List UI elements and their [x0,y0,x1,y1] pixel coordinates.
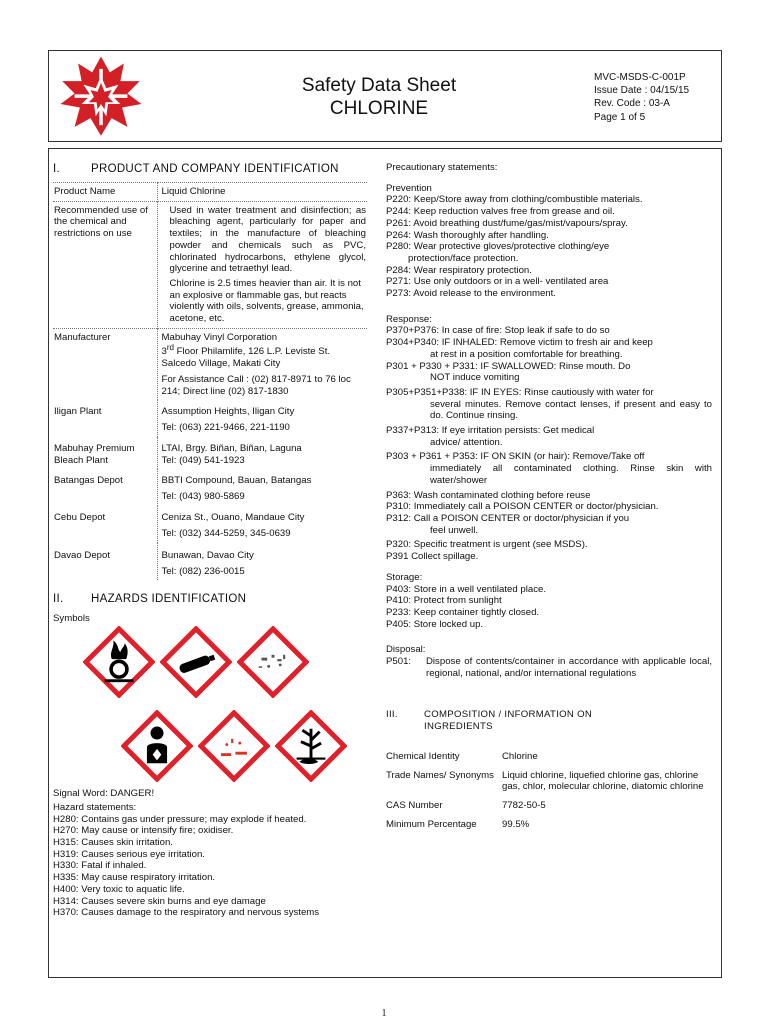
precaution-statement: P320: Specific treatment is urgent (see MSDS). [386,539,588,551]
hazard-statement: H330: Fatal if inhaled. [53,860,147,872]
hazard-statements-label: Hazard statements: [53,801,137,813]
precaution-statement: at rest in a position comfortable for breathing. [430,348,623,360]
issue-date: Issue Date : 04/15/15 [594,85,690,97]
document-header [48,50,722,142]
ghs-pictograms [53,626,367,788]
precaution-statement: P220: Keep/Store away from clothing/combustible materials. [386,194,643,206]
document-title [269,75,489,121]
precaution-statement: P273: Avoid release to the environment. [386,288,556,300]
precaution-statement: advice/ attention. [430,436,503,448]
precaution-statement: P264: Wash thoroughly after handling. [386,229,549,241]
hazard-statement: H314: Causes severe skin burns and eye damage [53,895,266,907]
exclamation-icon [198,710,270,782]
left-column [53,162,367,919]
disposal-statement: P501: Dispose of contents/container in accordance with applicable local, regional, national, and/or international regulations [386,656,712,679]
table-row: Recommended use of the chemical and restrictions on use Used in water treatment and disinfection; as bleaching agent, particularly for paper and textiles; in the manufacture of bleaching powder and chemicals such as PVC, chlorinated hydrocarbons, ethylene glycol, glycerine and tetraethyl lead. Chlorine is 2.5 times heavier than air. It is not an explosive or flammable gas, but reacts violently with oils, solvents, grease, ammonia, acetone, etc. [53,201,367,328]
precaution-statement: P284: Wear respiratory protection. [386,264,532,276]
symbols-label: Symbols [53,612,90,624]
use-paragraph-2: Chlorine is 2.5 times heavier than air. It is not an explosive or flammable gas, but reacts violently with oils, solvents, grease, ammonia, acetone, etc. [169,277,364,325]
disposal-label: Disposal: [386,644,426,656]
precaution-statement: P304+P340: IF INHALED: Remove victim to fresh air and keep [386,337,653,349]
precaution-statement: P233: Keep container tightly closed. [386,606,540,618]
precaution-statement: P312: Call a POISON CENTER or doctor/physician if you [386,512,630,524]
hazard-statement: H319: Causes serious eye irritation. [53,848,205,860]
prevention-label: Prevention [386,182,432,194]
signal-word: Signal Word: DANGER! [53,788,155,800]
precaution-statement: P261: Avoid breathing dust/fume/gas/mist/vapours/spray. [386,217,628,229]
precaution-statement: P363: Wash contaminated clothing before reuse [386,489,591,501]
doc-code: MVC-MSDS-C-001P [594,72,686,83]
hazard-statement: H335: May cause respiratory irritation. [53,872,216,884]
table-row: Davao Depot Bunawan, Davao City Tel: (082) 236-0015 [53,543,367,580]
precaution-statement: immediately all contaminated clothing. Rinse skin with water/shower [430,463,712,486]
product-company-table [53,182,367,580]
hazard-statement: H270: May cause or intensify fire; oxidiser. [53,825,234,837]
page-number: 1 [381,1008,387,1019]
gas-cylinder-icon [160,626,232,698]
title-line-2: CHLORINE [329,97,429,119]
precaution-statement: P305+P351+P338: IF IN EYES: Rinse cautiously with water for [386,386,654,398]
rev-code: Rev. Code : 03-A [594,98,670,110]
precaution-statement: P370+P376: In case of fire: Stop leak if safe to do so [386,325,610,337]
composition-table [386,751,712,838]
company-logo [57,53,145,141]
precaution-statement: feel unwell. [430,524,478,536]
use-paragraph-1: Used in water treatment and disinfection; as bleaching agent, particularly for paper and textiles; in the manufacture of bleaching powder and chemicals such as PVC, chlorinated hydrocarbons, ethylene glycol, glycerine and tetraethyl lead. [169,204,366,275]
precaution-statement: P410: Protect from sunlight [386,595,502,607]
table-row: Iligan Plant Assumption Heights, Iligan City Tel: (063) 221-9466, 221-1190 [53,400,367,436]
table-row: Manufacturer Mabuhay Vinyl Corporation 3rd Floor Philamlife, 126 L.P. Leviste St. Salcedo Village, Makati City For Assistance Call : (02) 817-8971 to 76 loc 214; Direct line (02) 817-1830 [53,328,367,400]
section-1-heading: I. PRODUCT AND COMPANY IDENTIFICATION [53,163,339,175]
section-2-heading: II. HAZARDS IDENTIFICATION [53,593,247,606]
precaution-statement: P271: Use only outdoors or in a well- ventilated area [386,276,609,288]
precaution-statement: P403: Store in a well ventilated place. [386,583,546,595]
table-row: Trade Names/ Synonyms Liquid chlorine, liquefied chlorine gas, chlorine gas, chlor, molecular chlorine, diatomic chlorine [386,769,704,793]
corrosion-icon [237,626,309,698]
page-indicator: Page 1 of 5 [594,111,646,123]
precaution-statement: P391 Collect spillage. [386,551,479,563]
section-3-heading: III. COMPOSITION / INFORMATION ON INGREDIENTS [386,709,593,733]
table-row: CAS Number 7782-50-5 [386,799,546,811]
table-row: Product Name Liquid Chlorine [53,183,367,202]
table-row: Cebu Depot Ceniza St., Ouano, Mandaue City Tel: (032) 344-5259, 345-0639 [53,506,367,543]
table-row: Minimum Percentage 99.5% [386,818,530,830]
environment-icon [275,710,347,782]
hazard-statement: H400: Very toxic to aquatic life. [53,883,185,895]
precautionary-title: Precautionary statements: [386,162,498,173]
precaution-statement: NOT induce vomiting [430,372,520,384]
document-info [594,71,689,124]
title-line-1: Safety Data Sheet [301,75,457,96]
flame-over-circle-icon [83,626,155,698]
mabuhay-logo-icon [57,53,145,141]
precaution-statement: P244: Keep reduction valves free from grease and oil. [386,206,615,218]
hazard-block [53,788,367,919]
right-column [386,162,712,837]
health-hazard-icon [121,710,193,782]
table-row: Mabuhay Premium Bleach Plant LTAI, Brgy. Biñan, Biñan, Laguna Tel: (049) 541-1923 [53,437,367,469]
hazard-statement: H280: Contains gas under pressure; may explode if heated. [53,813,307,825]
precaution-statement: P303 + P361 + P353: IF ON SKIN (or hair): Remove/Take off [386,451,645,463]
precaution-statement: P405: Store locked up. [386,618,484,630]
precaution-statement: P301 + P330 + P331: IF SWALLOWED: Rinse mouth. Do [386,360,631,372]
precaution-statement: P310: Immediately call a POISON CENTER or doctor/physician. [386,501,659,513]
precaution-statement: P280: Wear protective gloves/protective clothing/eye [386,241,610,253]
precaution-statement: protection/face protection. [408,252,519,264]
hazard-statement: H315: Causes skin irritation. [53,837,173,849]
hazard-statement: H370: Causes damage to the respiratory and nervous systems [53,907,320,919]
storage-label: Storage: [386,571,423,583]
precaution-statement: P337+P313: If eye irritation persists: Get medical [386,425,595,437]
table-row: Chemical Identity Chlorine [386,750,538,762]
response-label: Response: [386,313,432,325]
table-row: Batangas Depot BBTI Compound, Bauan, Batangas Tel: (043) 980-5869 [53,469,367,505]
precaution-statement: several minutes. Remove contact lenses, if present and easy to do. Continue rinsing. [430,398,712,422]
